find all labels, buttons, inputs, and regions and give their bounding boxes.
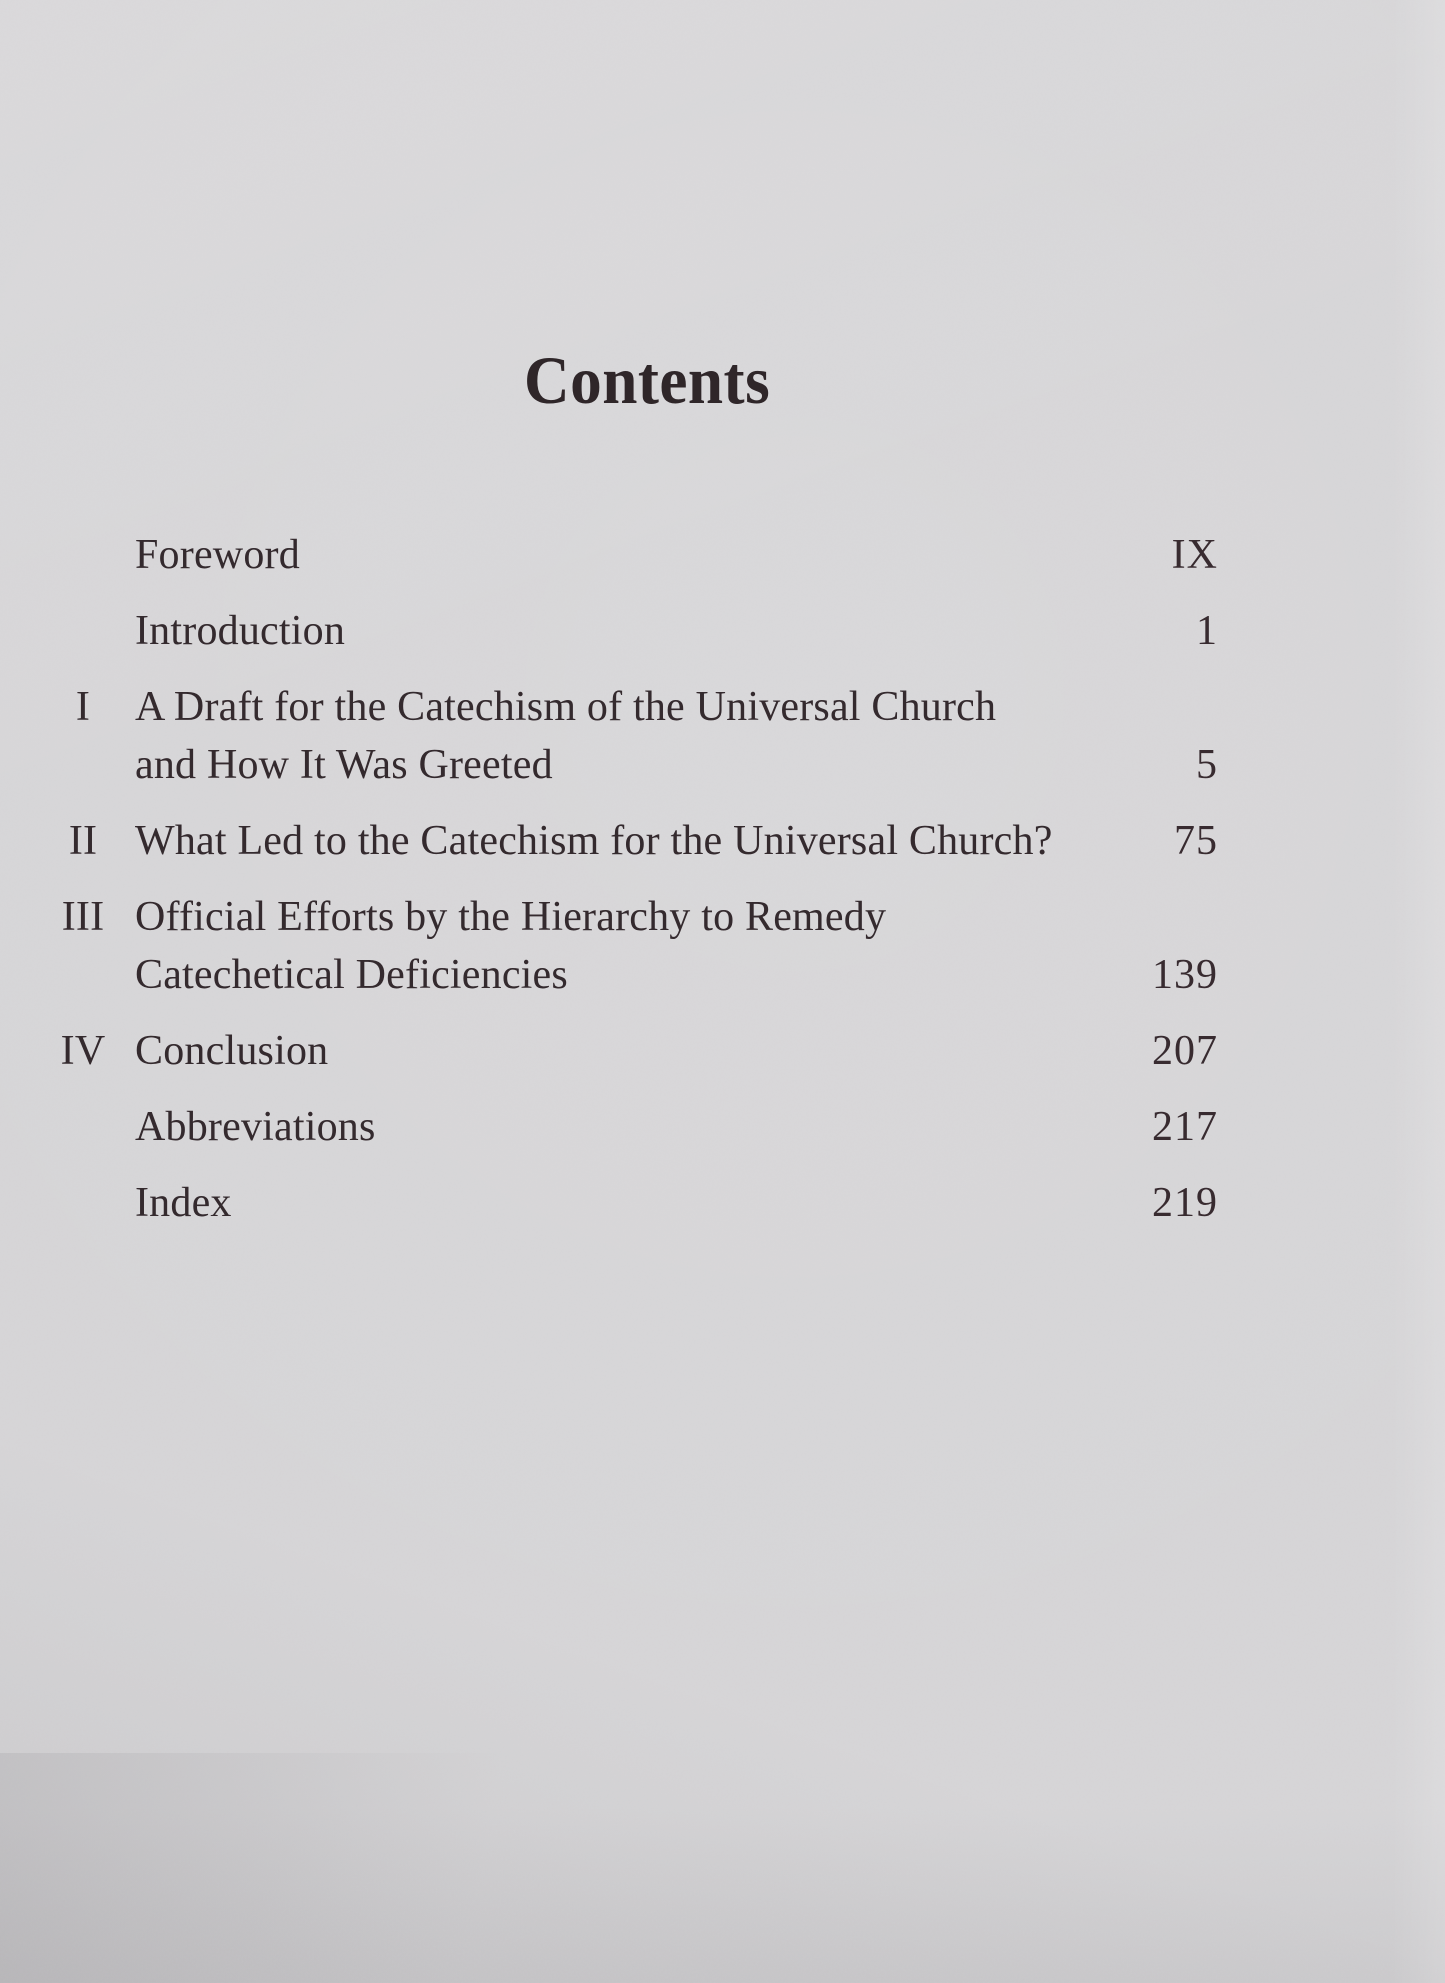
toc-entry-chapter-4 xyxy=(55,1022,1218,1080)
entry-title xyxy=(135,602,1196,660)
toc-entry-abbreviations xyxy=(55,1098,1218,1156)
entry-title xyxy=(135,1174,1152,1232)
page-number: 75 xyxy=(1174,818,1218,864)
chapter-numeral: IV xyxy=(60,1028,106,1074)
entry-title xyxy=(135,888,1152,1004)
page-number: 217 xyxy=(1152,1104,1218,1150)
toc-entry-chapter-3 xyxy=(55,888,1218,1004)
chapter-numeral: I xyxy=(75,684,91,730)
page-number: 139 xyxy=(1152,952,1218,998)
entry-title-line: Introduction xyxy=(135,608,346,654)
entry-title-line: and How It Was Greeted xyxy=(135,742,553,788)
entry-title-line: Index xyxy=(135,1180,232,1226)
page-number: 207 xyxy=(1152,1028,1218,1074)
chapter-numeral: III xyxy=(61,894,105,940)
entry-title-line: Foreword xyxy=(135,532,300,578)
toc-entry-foreword xyxy=(55,526,1218,584)
entry-title xyxy=(135,1098,1152,1156)
toc-entry-index xyxy=(55,1174,1218,1232)
entry-title xyxy=(135,678,1196,794)
entry-title-line: A Draft for the Catechism of the Universal Church xyxy=(135,684,997,730)
page-number: IX xyxy=(1171,532,1218,578)
entry-title-line: What Led to the Catechism for the Universal Church? xyxy=(135,818,1053,864)
page-right-edge xyxy=(1391,0,1445,1983)
entry-title xyxy=(135,1022,1152,1080)
entry-title xyxy=(135,812,1174,870)
entry-title-line: Catechetical Deficiencies xyxy=(135,952,568,998)
page-number: 5 xyxy=(1196,742,1218,788)
toc-entry-introduction xyxy=(55,602,1218,660)
toc-entry-chapter-2 xyxy=(55,812,1218,870)
entry-title xyxy=(135,526,1172,584)
page-title: Contents xyxy=(524,341,771,418)
page-bottom-shadow xyxy=(0,1753,1445,1983)
chapter-numeral: II xyxy=(68,818,98,864)
entry-title-line: Abbreviations xyxy=(135,1104,376,1150)
page-number: 1 xyxy=(1196,608,1218,654)
entry-title-line: Official Efforts by the Hierarchy to Remedy xyxy=(135,894,887,940)
entry-title-line: Conclusion xyxy=(135,1028,329,1074)
page-number: 219 xyxy=(1152,1180,1218,1226)
toc-entry-chapter-1 xyxy=(55,678,1218,794)
table-of-contents xyxy=(55,526,1218,1250)
